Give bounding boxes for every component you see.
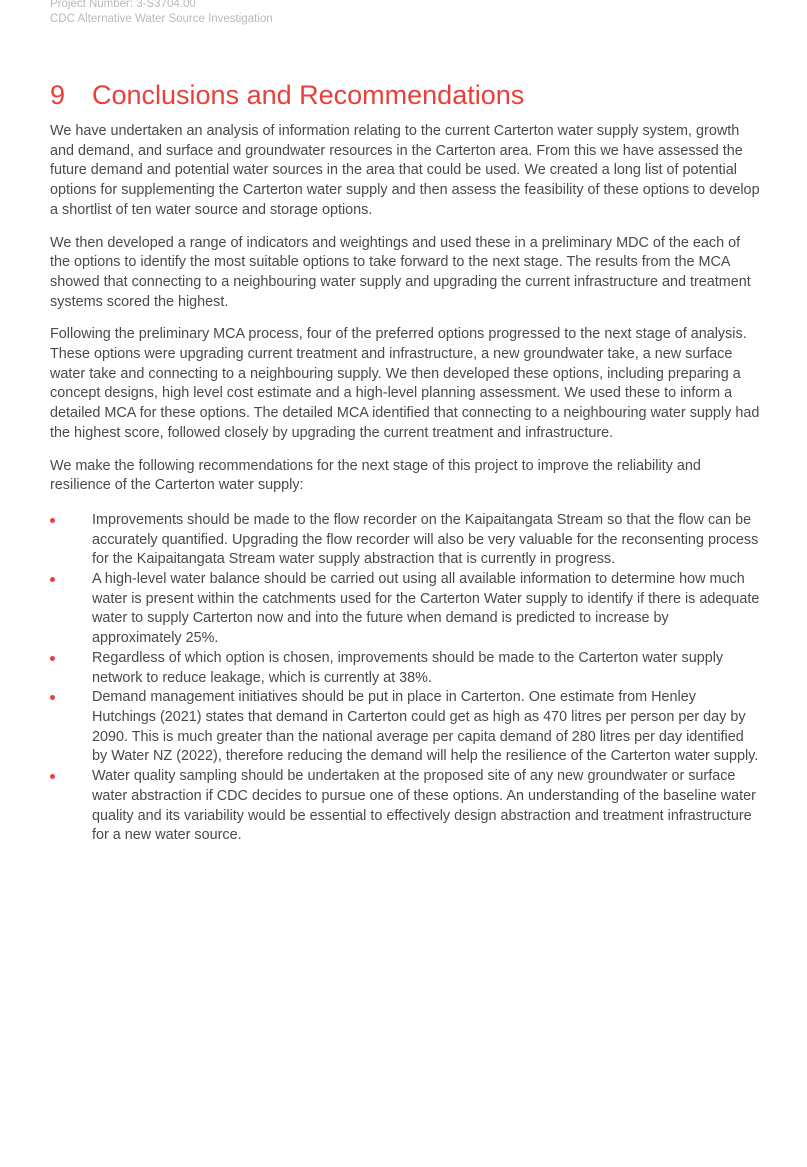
section-number: 9 [50, 80, 66, 110]
list-item-text: Demand management initiatives should be put in place in Carterton. One estimate from Henley Hutchings (2021) states that demand in Carterton could get as high as 470 litres per person per day by 2090. This is much greater than the national average per capita demand of 280 litres per day identified by Water NZ (2022), therefore reducing the demand will help the resilience of the Carterton water supply. [92, 689, 759, 765]
bullet-icon [50, 695, 55, 700]
list-item-text: A high-level water balance should be carried out using all available information to determine how much water is present within the catchments used for the Carterton Water supply to identify if there is adequate water to supply Carterton now and into the future when demand is predicted to increase by approximately 25%. [92, 571, 760, 647]
paragraph: We make the following recommendations for the next stage of this project to improve the reliability and resilience of the Carterton water supply: [50, 457, 701, 494]
project-number: Project Number: 3-S3704.00 [50, 0, 196, 10]
section-title: Conclusions and Recommendations [92, 80, 525, 110]
recommendations-list [50, 511, 760, 846]
list-item [50, 570, 760, 649]
body-content [50, 122, 760, 846]
section-heading [50, 78, 524, 112]
paragraph: Following the preliminary MCA process, four of the preferred options progressed to the next stage of analysis. These options were upgrading current treatment and infrastructure, a new groundwater take, a new surface water take and connecting to a neighbouring supply. We then developed these options, including preparing a concept designs, high level cost estimate and a high-level planning assessment. We used these to inform a detailed MCA for these options. The detailed MCA identified that connecting to a neighbouring water supply had the highest score, followed closely by upgrading the current treatment and infrastructure. [50, 326, 760, 441]
list-item-text: Improvements should be made to the flow recorder on the Kaipaitangata Stream so that the flow can be accurately quantified. Upgrading the flow recorder will also be very valuable for the reconsenting process for the Kaipaitangata Stream water supply abstraction that is currently in progress. [92, 511, 759, 568]
page-header [50, 0, 273, 27]
bullet-icon [50, 656, 55, 661]
paragraph: We have undertaken an analysis of information relating to the current Carterton water supply system, growth and demand, and surface and groundwater resources in the Carterton area. From this we have assessed the future demand and potential water sources in the area that could be used. We created a long list of potential options for supplementing the Carterton water supply and then assess the feasibility of these options to develop a shortlist of ten water source and storage options. [50, 123, 760, 218]
project-title: CDC Alternative Water Source Investigation [50, 13, 273, 25]
list-item-text: Regardless of which option is chosen, improvements should be made to the Carterton water supply network to reduce leakage, which is currently at 38%. [92, 649, 724, 686]
bullet-icon [50, 518, 55, 523]
list-item [50, 688, 760, 767]
list-item [50, 767, 760, 846]
bullet-icon [50, 774, 55, 779]
bullet-icon [50, 577, 55, 582]
list-item [50, 511, 760, 570]
list-item-text: Water quality sampling should be undertaken at the proposed site of any new groundwater or surface water abstraction if CDC decides to pursue one of these options. An understanding of the baseline water quality and its variability would be essential to effectively design abstraction and treatment infrastructure for a new water source. [92, 768, 756, 844]
paragraph: We then developed a range of indicators and weightings and used these in a preliminary MDC of the each of the options to identify the most suitable options to take forward to the next stage. The results from the MCA showed that connecting to a neighbouring water supply and upgrading the current infrastructure and treatment systems scored the highest. [50, 234, 751, 310]
list-item [50, 649, 760, 688]
